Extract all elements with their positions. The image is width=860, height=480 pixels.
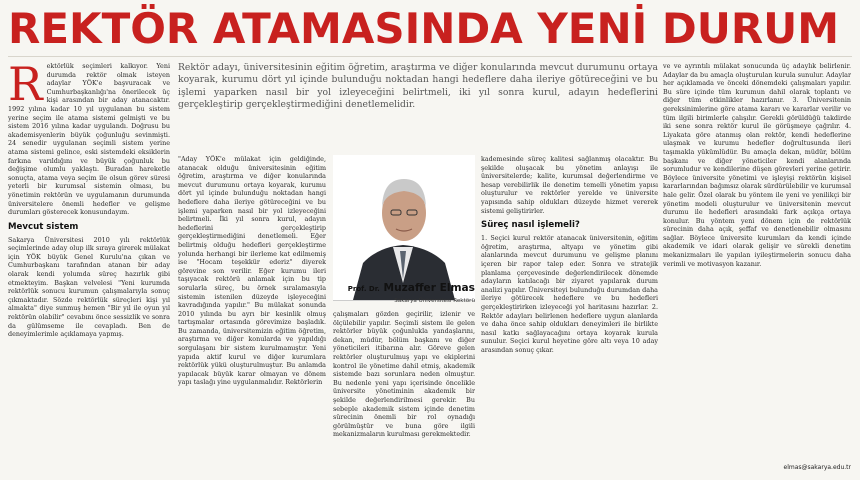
- col4-intro: kademesinde süreç kalitesi sağlanmış olacaktır. Bu şekilde oluşacak bu yönetim anlayışı ile üniversitelerde; kalite, kurumsal değerlendirme ve hesap verebilirlik ile denetim temelli yönetim yapısı oluşturulur ve rektörler yerelde ve üniversite yapısında sahip oldukları düzeyde hizmet vererek sistemi geliştirirler.: [481, 155, 658, 215]
- author-email: elmas@sakarya.edu.tr: [783, 464, 851, 471]
- column-3: [333, 310, 475, 477]
- col1-intro: ektörlük seçimleri kalkıyor. Yeni durumda rektör olmak isteyen adaylar YÖK'e başvuracak ve Cumhurbaşkanlığı'na önerilecek üç kişi arasından bir aday atanacaktır. 1992 yılına kadar 10 yıl uygulanan bu sistem yerine seçim ile atama sistemi gelmişti ve bu sistem 2016 yılına kadar uygulandı. Doğrusu bu akademisyenlerin büyük çoğunluğu sevinmişti. 24 senedir uygulanan seçimli sistem yerine atama sistemi gelince, eski sistemdeki eksiklerin farkına varıldığını ve büyük çoğunluk bu değişime olumlu yaklaştı. Buradan hareketle sonuçta, atama veya seçim ile olsun görev süresi yeterli bir kurumsal sistemin olması, bu yönetimin rektörün ve uygulamanın durumunda üniversitelere önemli hedefler ve gelişme durumları gösterecek konusundayım.: [8, 62, 170, 217]
- lead-paragraph: Rektör adayı, üniversitesinin eğitim öğretim, araştırma ve diğer konularında mevcut durumunu ortaya koyarak, kurumu dört yıl içinde bulunduğu noktadan hangi hedeflere daha ileriye götüreceğini ve bu işlemi yaparken nasıl bir yol izleyeceğini belirtmeli, iki yıl sonra kurul, adayın hedeflerini gerçekleştirip gerçekleştirmediğini denetlemelidir.: [178, 62, 658, 110]
- headline: REKTÖR ATAMASINDA YENİ DURUM: [8, 4, 840, 53]
- author-name: Muzaffer Elmas: [383, 282, 475, 294]
- author-photo: [333, 155, 475, 301]
- subhead-mevcut-sistem: Mevcut sistem: [8, 221, 79, 232]
- divider: [8, 56, 852, 57]
- col5-text: ve ve ayrıntılı mülakat sonucunda üç adaylık belirlenir. Adaylar da bu amaçla oluşturulan kurula sunulur. Adaylar her açıklamada ve önceki dönemdeki çalışmaları yapılır. Bu süre içinde tüm kurumun dahil olarak toplantı ve diğer tüm etkinlikler hazırlanır. 3. Üniversitenin gereksinimlerine göre atama kararı ve kararlar verilir ve tüm ilgili birimlerle çalışılır. Gerekli görüldüğü takdirde iki sene sonra rektör kurul ile görüşmeye çağrılır. 4. Liyakata göre atanmış olan rektör, kendi hedeflerine ulaşmak ve kurumu hedefler doğrultusunda ileri taşımakla yükümlüdür. Bu amaçla dekan, müdür, bölüm başkanı ve diğer yöneticiler kendi alanlarında sorumludur ve kendilerine düşen görevleri yerine getirir. Böylece üniversite yönetimi ve işleyişi rektörün kişisel kararlarından bağımsız olarak sürdürülebilir ve kurumsal hale gelir. Özel olarak bu yöntem ile yeni ve yenilikçi bir yönetim modeli oluşturulur ve üniversitenin mevcut durumu ile hedefleri arasındaki fark açıkça ortaya konulur. Bu yöntem yeni dönem için de rektörlük sürecinin daha açık, şeffaf ve denetlenebilir olmasını sağlar. Böylece üniversite kurumları da kendi içinde akademik ve idari olarak gelişir ve sürekli denetim mekanizmaları ile yapılan iyileştirmelerin sonucu daha verimli ve motivasyon kazanır.: [663, 62, 851, 268]
- portrait-image: [333, 155, 475, 300]
- col3-text: çalışmaları gözden geçirilir, izlenir ve ölçülebilir yapılır. Seçimli sistem ile gelen rektörler büyük çoğunlukla yandaşlarını, dekan, müdür, bölüm başkanı ve diğer yöneticileri itibarına alır. Göreve gelen rektörler oluşturulmuş yapı ve ekiplerini kontrol ile yönetime dahil etmiş, akademik sistemde bazı sorunlara neden olmuştur. Bu nedenle yeni yapı içerisinde öncelikle üniversite yönetiminin akademik bir şekilde değerlendirilmesi gerekir. Bu sebeple akademik sistem içinde denetim sürecinin önemli bir rol oynadığı görülmüştür ve buna göre ilgili mekanizmaların kurulması gerekmektedir.: [333, 310, 475, 439]
- subhead-surec: Süreç nasıl işlemeli?: [481, 220, 580, 231]
- col2-text: "Aday YÖK'e mülakat için geldiğinde, atanacak olduğu üniversitesinin eğitim öğretim, araştırma ve diğer konularında mevcut durumunu ortaya koyarak, kurumu dört yıl içinde bulunduğu noktadan hangi hedeflere daha ileriye götüreceğini ve bu işlemi yaparken nasıl bir yol izleyeceğini belirtmeli. İki yıl sonra kurul, adayın hedeflerini gerçekleştirip gerçekleştirmediğini denetlemeli. Eğer belirtmiş olduğu hedefleri gerçekleştirme yolunda herhangi bir ilerleme kat edilmemiş ise "Hocam teşekkür ederiz" diyerek görevine son verilir. Eğer kurumu ileri taşıyacak rektörü anlamak için bu tip sorularla süreç, bu örnek sıralamasıyla sistemin istenilen düzeyde işleyeceğini kavradığında yapılır." Bu mülakat sonunda 2010 yılında bu ayrı bir kesinlik olmuş tartışmalar ortasında görevimize başladık. Bu zamanda, üniversitemizin eğitim öğretim, araştırma ve diğer konularda ve yapıldığı sorgulaşanı bir sistem kurulmamıştır. Yeni yapıda aktif kurul ve diğer kurumlara rektörlük yükü oluşturulmuştur. Bu anlamda yapılacak büyük karar olmayan ve dönem yapı taslağı yine uygulanmalıdır. Rektörlerin: [178, 155, 326, 387]
- column-4: [481, 155, 658, 477]
- author-affiliation: Sakarya Üniversitesi Rektörü: [394, 298, 475, 304]
- column-2: [178, 155, 326, 477]
- col1-body: Sakarya Üniversitesi 2010 yılı rektörlük seçimlerinde aday olup ilk sıraya girerek mülakat için YÖK büyük Genel Kurulu'na çıkan ve Cumhurbaşkanı tarafından atanan bir aday olarak kendi yolumda süreç hazırlık gibi etmekteyim. Başkan velvelesi "Yeni kurumda rektörlük sonucu kurumun çalışmalarıyla sonuç çıkmaktadır. Sözde rektörlük süreçleri kişi yıl almakta" diye sunmuş hemen "Bir yıl ile oyun yıl rektörün olabilir" cevabını önce sessizlik ve sonra da gülümseme ile cevapladı. Ben de deneyimlerimle açıklamaya yapmış.: [8, 235, 170, 339]
- author-name-caption: [333, 282, 475, 295]
- column-1: [8, 62, 170, 477]
- drop-cap: R: [8, 62, 43, 111]
- col4-body: 1. Seçici kurul rektör atanacak üniversitenin, eğitim öğretim, araştırma, altyapı ve yönetim gibi alanlarında mevcut durumunu ve gelişme planını içeren bir rapor talep eder. Sonra ve stratejik planlama çerçevesinde değerlendirilecek dönemde adayların katılacağı bir ziyaret yapılarak durum analizi yapılır. Üniversiteyi bulunduğu durumdan daha ileriye götürecek hedeflere ve bu hedefleri gerçekleştirirken izleyeceği yol haritasını hazırlar. 2. Rektör adayları belirlenen hedeflere uygun alanlarda ve daha önce sahip oldukları deneyimleri ile birlikte nasıl katkı sağlayacağını ortaya koyarak kurula sunulur. Seçici kurul heyetine göre altı veya 10 aday arasından sonuç çıkar.: [481, 234, 658, 354]
- column-5: [663, 62, 851, 460]
- author-title: Prof. Dr.: [347, 285, 380, 293]
